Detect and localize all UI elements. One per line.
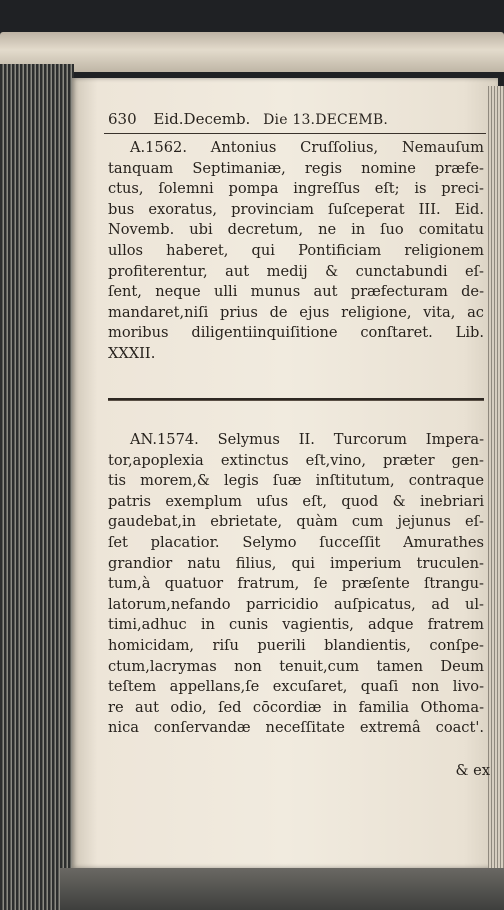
text-line: profiterentur, aut medij & cunctabundi eſ-: [108, 262, 484, 280]
header-date: Die 13.DECEMB.: [263, 112, 389, 128]
text-line: ullos haberet, qui Pontificiam religionem: [108, 241, 484, 259]
text-line: patris exemplum uſus eſt, quod & inebriari: [108, 492, 484, 510]
running-title: Eid.Decemb.: [153, 110, 251, 128]
text-line: nica conſervandæ neceſſitate extremâ coact'.: [108, 719, 484, 737]
text-line: moribus diligentiinquiſitione conſtaret. Lib.: [108, 324, 484, 342]
text-line: AN.1574. Selymus II. Turcorum Impera-: [130, 431, 484, 448]
text-line: re aut odio, ſed cōcordiæ in familia Othoma-: [108, 698, 484, 716]
text-line: Novemb. ubi decretum, ne in ſuo comitatu: [108, 221, 484, 239]
text-line: ctus, ſolemni pompa ingreſſus eſt; is preci-: [108, 180, 484, 198]
entry-1562: [108, 138, 484, 365]
page-number: 630: [108, 110, 137, 128]
text-line: grandior natu filius, qui imperium truculen-: [108, 554, 484, 572]
running-header: [108, 110, 488, 132]
text-line: XXXII.: [108, 344, 156, 362]
text-line: mandaret,niſi prius de ejus religione, vita, ac: [108, 303, 484, 321]
text-line: ſet placatior. Selymo ſucceſſit Amurathes: [108, 533, 484, 551]
text-line: homicidam, riſu puerili blandientis, conſpe-: [108, 636, 484, 654]
text-line: ſent, neque ulli munus aut præfecturam de-: [108, 283, 484, 301]
section-separator-rule: [108, 398, 484, 401]
text-line: teſtem appellans,ſe excuſaret, quaſi non livo-: [108, 678, 484, 696]
header-rule: [104, 133, 486, 134]
text-line: tis morem,& legis ſuæ inſtitutum, contraque: [108, 472, 484, 490]
text-line: A.1562. Antonius Cruſſolius, Nemauſum: [130, 139, 484, 156]
top-page-edges: [0, 32, 504, 72]
book-bottom-shadow: [60, 868, 504, 910]
text-line: tanquam Septimaniæ, regis nomine præfe-: [108, 159, 484, 177]
text-line: tor,apoplexia extinctus eſt,vino, præter gen-: [108, 451, 484, 469]
book-spine-page-stack: [0, 64, 74, 910]
text-line: tum,à quatuor fratrum, ſe præſente ſtrangu-: [108, 575, 484, 593]
catchword: & ex: [455, 762, 490, 779]
text-line: timi,adhuc in cunis vagientis, adque fratrem: [108, 616, 484, 634]
entry-1574: [108, 430, 484, 739]
text-line: gaudebat,in ebrietate, quàm cum jejunus eſ-: [108, 513, 484, 531]
text-line: latorum,nefando parricidio auſpicatus, ad ul-: [108, 595, 484, 613]
text-line: bus exoratus, provinciam ſuſceperat III. Eid.: [108, 200, 484, 218]
fore-edge: [488, 86, 504, 876]
text-line: ctum,lacrymas non tenuit,cum tamen Deum: [108, 657, 484, 675]
